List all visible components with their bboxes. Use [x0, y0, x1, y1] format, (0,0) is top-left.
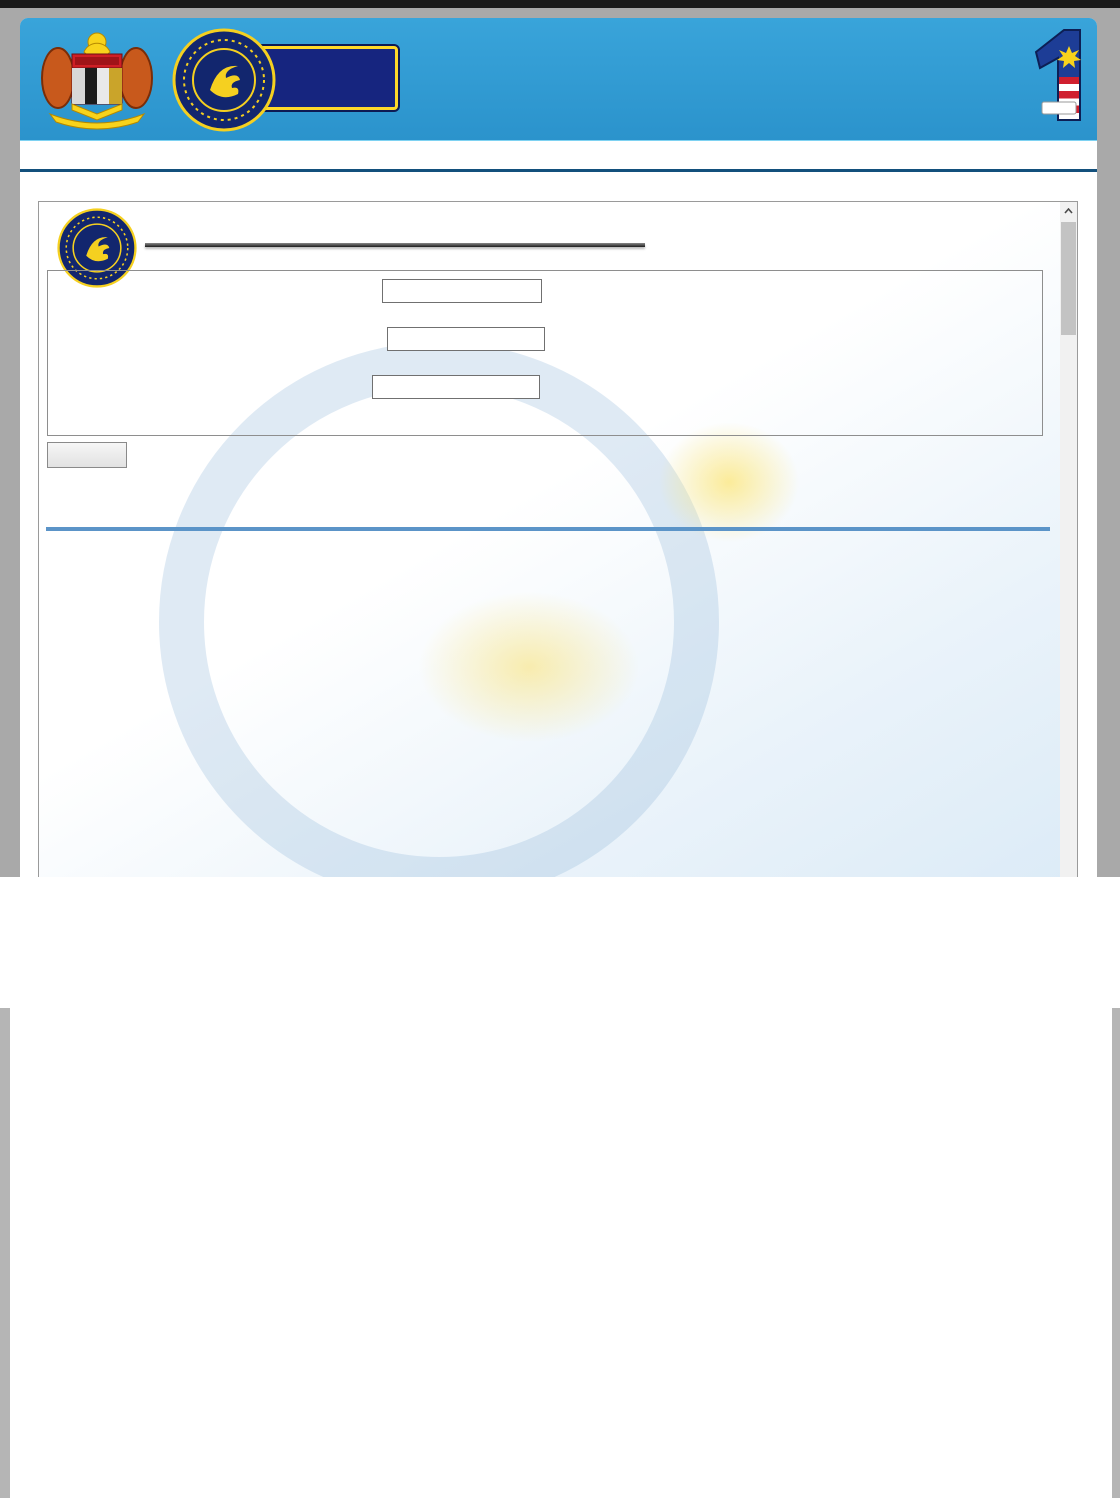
masthead-titles — [418, 34, 1028, 43]
bottom-fragment — [0, 1008, 1120, 1498]
page-body — [20, 172, 1097, 877]
frame-scrollbar[interactable] — [1060, 202, 1077, 877]
hantar-button[interactable] — [47, 442, 127, 468]
screenshot-gap — [0, 877, 1120, 1008]
form-row-tempoh — [60, 375, 1030, 399]
form-row-jumlah — [60, 279, 1030, 303]
title-divider — [145, 243, 645, 247]
chevron-up-icon — [1064, 208, 1073, 214]
browser-window-frame — [10, 10, 1107, 877]
scroll-up-button[interactable] — [1060, 202, 1077, 220]
amortization-table-top — [46, 527, 1050, 531]
tempoh-bayaran-input[interactable] — [372, 375, 540, 399]
tarikh-mula-input[interactable] — [387, 327, 545, 351]
calculator-frame — [38, 201, 1078, 877]
calculator-form — [47, 270, 1043, 436]
ptptn-emblem-icon — [172, 28, 276, 132]
main-nav — [20, 140, 1097, 172]
one-malaysia-logo-icon — [1028, 24, 1090, 130]
window-frame-right — [1102, 1008, 1112, 1498]
scrollbar-thumb[interactable] — [1061, 222, 1076, 335]
desktop-edge-right — [1112, 1008, 1120, 1498]
form-row-tarikh — [60, 327, 1030, 351]
table-top-border-band — [22, 1008, 1102, 1016]
window-frame-left — [10, 1008, 22, 1498]
top-black-strip — [0, 0, 1120, 8]
malaysia-coat-of-arms-icon — [36, 26, 158, 130]
jumlah-pembiayaan-input[interactable] — [382, 279, 542, 303]
site-masthead — [20, 18, 1097, 140]
calculator-content — [39, 202, 1060, 877]
desktop-edge-left — [0, 1008, 10, 1498]
page-content — [20, 18, 1097, 877]
